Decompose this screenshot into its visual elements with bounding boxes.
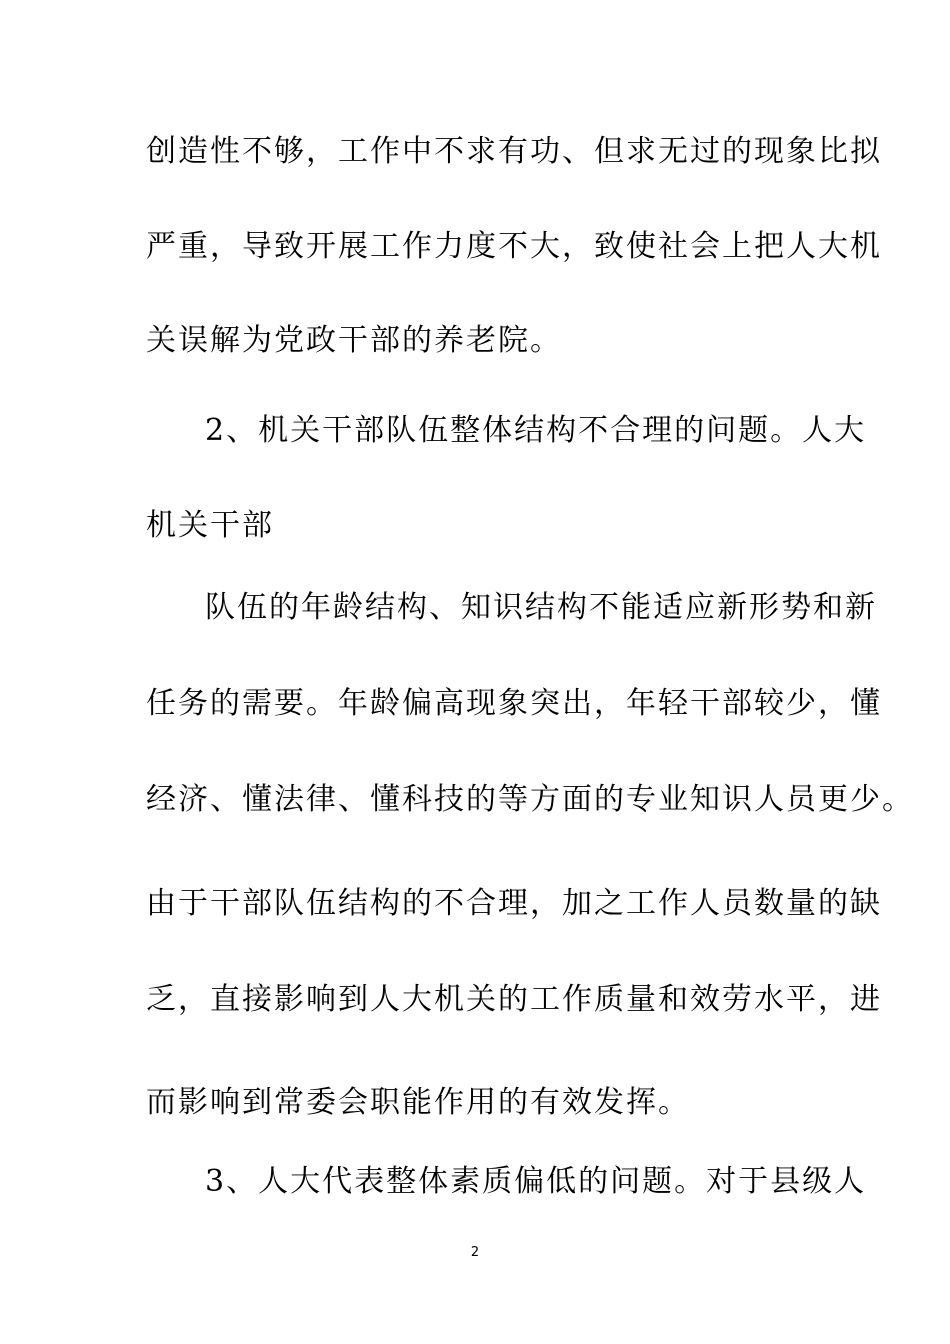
text-line-6: 队伍的年龄结构、知识结构不能适应新形势和新 [205,590,877,625]
page-number: 2 [470,1245,480,1260]
text-line-8: 经济、懂法律、懂科技的等方面的专业知识人员更少。 [146,782,914,817]
text-line-1: 创造性不够，工作中不求有功、但求无过的现象比拟 [146,134,882,169]
text-line-9: 由于干部队伍结构的不合理，加之工作人员数量的缺 [146,886,882,921]
text-line-3: 关误解为党政干部的养老院。 [146,323,562,358]
text-line-5: 机关干部 [146,508,274,543]
text-line-4: 2、机关干部队伍整体结构不合理的问题。人大 [205,413,867,448]
text-line-2: 严重，导致开展工作力度不大，致使社会上把人大机 [146,229,882,264]
text-line-12: 3、人大代表整体素质偏低的问题。对于县级人 [205,1164,867,1199]
text-line-10: 乏，直接影响到人大机关的工作质量和效劳水平，进 [146,982,882,1017]
text-line-11: 而影响到常委会职能作用的有效发挥。 [146,1085,690,1120]
text-line-7: 任务的需要。年龄偏高现象突出，年轻干部较少，懂 [146,686,882,721]
